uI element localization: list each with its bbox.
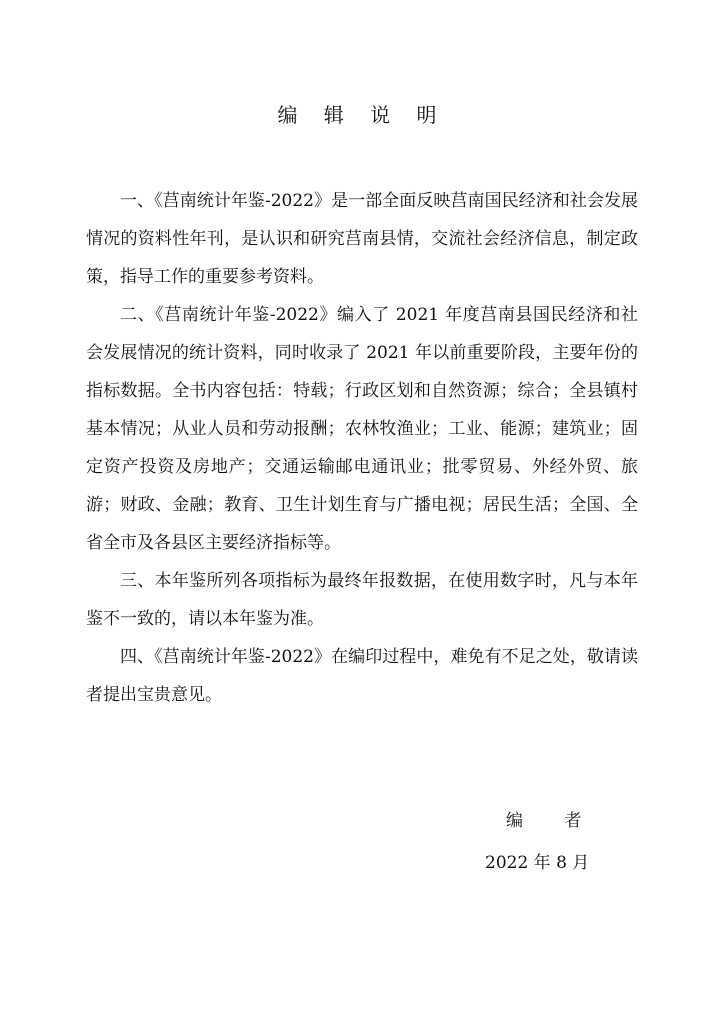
page-title: 编 辑 说 明 xyxy=(277,103,447,127)
paragraph-2: 二、《莒南统计年鉴-2022》编入了 2021 年度莒南县国民经济和社会发展情况的统计资料，同时收录了 2021 年以前重要阶段，主要年份的指标数据。全书内容包括：特载；行政区划和自然资源；综合；全县镇村基本情况；从业人员和劳动报酬；农林牧渔业；工业、能源；建筑业；固定资产投资及房地产；交通运输邮电通讯业；批零贸易、外经外贸、旅游；财政、金融；教育、卫生计划生育与广播电视；居民生活；全国、全省全市及各县区主要经济指标等。 xyxy=(86,305,638,553)
signature-date: 2022 年 8 月 xyxy=(485,853,590,873)
paragraph-4: 四、《莒南统计年鉴-2022》在编印过程中，难免有不足之处，敬请读者提出宝贵意见。 xyxy=(86,647,638,705)
signature-author: 编 者 xyxy=(506,811,600,831)
document-body xyxy=(86,182,638,714)
paragraph-1: 一、《莒南统计年鉴-2022》是一部全面反映莒南国民经济和社会发展情况的资料性年刊，是认识和研究莒南县情，交流社会经济信息，制定政策，指导工作的重要参考资料。 xyxy=(86,191,638,287)
paragraph-3: 三、本年鉴所列各项指标为最终年报数据，在使用数字时，凡与本年鉴不一致的，请以本年鉴为准。 xyxy=(86,571,638,629)
